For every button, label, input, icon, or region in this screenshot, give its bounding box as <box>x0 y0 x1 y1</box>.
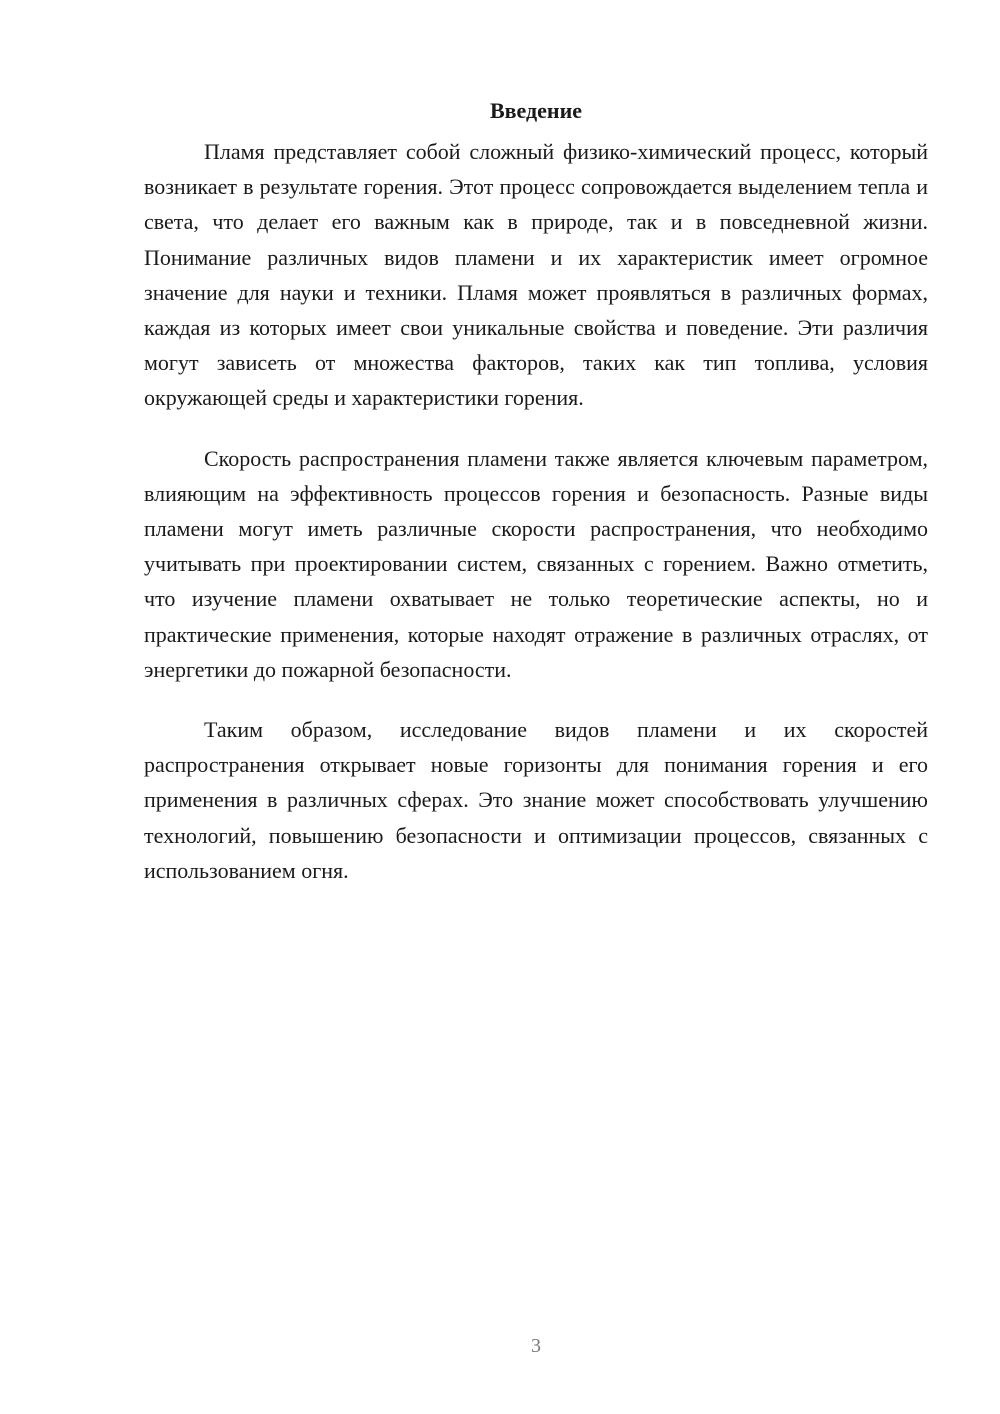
paragraph-1: Пламя представляет собой сложный физико-химический процесс, который возникает в результате горения. Этот процесс сопровождается выделением тепла и света, что делает его важным как в природе, так и в повседневной жизни. Понимание различных видов пламени и их характеристик имеет огромное значение для науки и техники. Пламя может проявляться в различных формах, каждая из которых имеет свои уникальные свойства и поведение. Эти различия могут зависеть от множества факторов, таких как тип топлива, условия окружающей среды и характеристики горения. <box>144 139 928 411</box>
section-heading: Введение <box>489 98 583 123</box>
paragraph-2: Скорость распространения пламени также является ключевым параметром, влияющим на эффективность процессов горения и безопасность. Разные виды пламени могут иметь различные скорости распространения, что необходимо учитывать при проектировании систем, связанных с горением. Важно отметить, что изучение пламени охватывает не только теоретические аспекты, но и практические применения, которые находят отражение в различных отраслях, от энергетики до пожарной безопасности. <box>144 445 928 682</box>
paragraph-3: Таким образом, исследование видов пламени и их скоростей распространения открывает новые горизонты для понимания горения и его применения в различных сферах. Это знание может способствовать улучшению технологий, повышению безопасности и оптимизации процессов, связанных с использованием огня. <box>144 717 928 883</box>
page-number: 3 <box>531 1335 541 1357</box>
page-content <box>144 96 928 913</box>
